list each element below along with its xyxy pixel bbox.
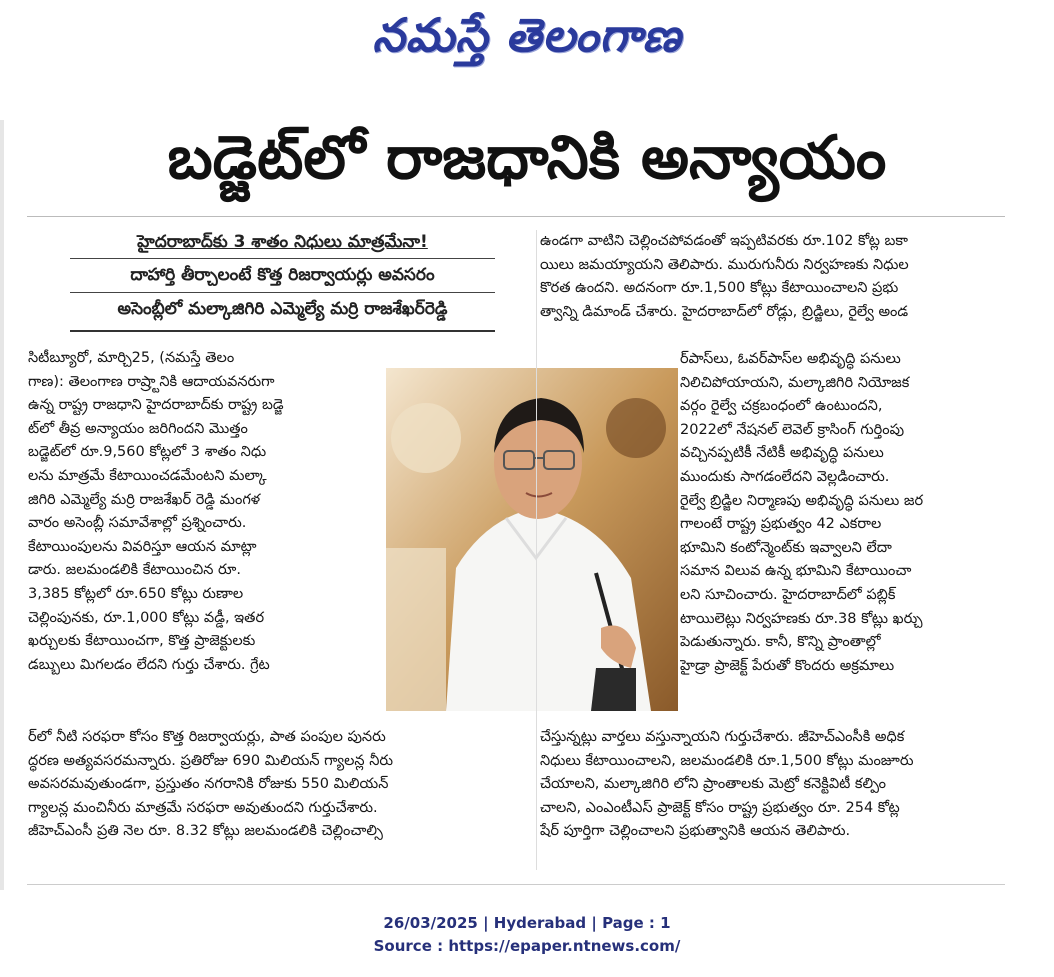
text-line: 2022లో నేషనల్ లెవెల్ క్రాసింగ్ గుర్తింపు — [680, 421, 905, 438]
text-line: లని సూచించారు. హైదరాబాద్‌లో పబ్లిక్ — [680, 586, 896, 603]
article-headline: బడ్జెట్‌లో రాజధానికి అన్యాయం — [167, 123, 887, 193]
photo-illustration — [386, 368, 678, 711]
text-line: సమాన విలువ ఉన్న భూమిని కేటాయించా — [680, 563, 912, 580]
text-line: గాలంటే రాష్ట్ర ప్రభుత్వం 42 ఎకరాల — [680, 516, 882, 533]
text-line: జీహెచ్‌ఎంసీ ప్రతి నెల రూ. 8.32 కోట్లు జలమండలికి చెల్లించాల్సి — [28, 823, 383, 840]
text-line: ముందుకు సాగడంలేదని వెల్లడించారు. — [680, 468, 890, 485]
text-line: ఉన్న రాష్ట్ర రాజధాని హైదరాబాద్‌కు రాష్ట్ర బడ్జె — [28, 397, 284, 414]
text-line: పెడుతున్నారు. కానీ, కొన్ని ప్రాంతాల్లో — [680, 634, 881, 651]
text-line: లను మాత్రమే కేటాయించడమేంటని మల్కా — [28, 467, 267, 484]
text-line: యిలు జమయ్యాయని తెలిపారు. మురుగునీరు నిర్వహణకు నిధుల — [540, 256, 909, 273]
text-line: గ్యాలన్ల మంచినీరు మాత్రమే సరఫరా అవుతుందని గుర్తుచేశారు. — [28, 799, 378, 816]
text-line: ర్‌లో నీటి సరఫరా కోసం కొత్త రిజర్వాయర్లు, పాత పంపుల పునరు — [28, 729, 386, 745]
text-line: కొరత ఉందని. అదనంగా రూ.1,500 కోట్లు కేటాయించాలని ప్రభు — [540, 280, 899, 297]
subheading-divider-3 — [70, 330, 495, 332]
text-line: వర్గం రైల్వే చక్రబంధంలో ఉంటుందని, — [680, 398, 883, 415]
subheading-3: అసెంబ్లీలో మల్కాజిగిరి ఎమ్మెల్యే మర్రి రాజశేఖర్‌రెడ్డి — [117, 299, 448, 319]
article-right-bottom — [540, 726, 1005, 844]
newspaper-masthead: నమస్తే తెలంగాణ — [372, 8, 682, 62]
text-line: వారం అసెంబ్లీ సమావేశాల్లో ప్రశ్నించారు. — [28, 515, 247, 532]
footer-source-link[interactable]: Source : https://epaper.ntnews.com/ — [373, 937, 681, 955]
text-line: జిగిరి ఎమ్మెల్యే మర్రి రాజశేఖర్ రెడ్డి మంగళ — [28, 491, 261, 508]
text-line: ఉండగా వాటిని చెల్లించపోవడంతో ఇప్పటివరకు రూ.102 కోట్ల బకా — [540, 233, 908, 249]
subheading-divider-1 — [70, 258, 495, 259]
article-right-top — [540, 230, 1005, 324]
text-line: త్వాన్ని డిమాండ్ చేశారు. హైదరాబాద్‌లో రోడ్లు, బ్రిడ్జిలు, రైల్వే అండ — [540, 303, 909, 320]
text-line: చాలని, ఎంఎంటీఎస్ ప్రాజెక్ట్ కోసం రాష్ట్ర ప్రభుత్వం రూ. 254 కోట్ల — [540, 799, 900, 816]
text-line: డబ్బులు మిగలడం లేదని గుర్తు చేశారు. గ్రేట — [28, 656, 270, 673]
column-divider — [536, 230, 537, 870]
footer-divider — [27, 884, 1005, 885]
text-line: నిధులు కేటాయించాలని, జలమండలికి రూ.1,500 కోట్లు మంజూరు — [540, 752, 914, 769]
text-line: చేస్తున్నట్లు వార్తలు వస్తున్నాయని గుర్తుచేశారు. జీహెచ్‌ఎంసీకి అధిక — [540, 729, 905, 745]
text-line: ర్‌పాస్‌లు, ఓవర్‌పాస్‌ల అభివృద్ధి పనులు — [680, 351, 901, 367]
text-line: ఖర్చులకు కేటాయించగా, కొత్త ప్రాజెక్టులకు — [28, 633, 256, 650]
text-line: అవసరమవుతుండగా, ప్రస్తుతం నగరానికి రోజుకు 550 మిలియన్ — [28, 776, 389, 793]
article-right-middle — [680, 348, 1005, 678]
text-line: నిలిచిపోయాయని, మల్కాజిగిరి నియోజక — [680, 374, 910, 391]
subheading-2: దాహార్తి తీర్చాలంటే కొత్త రిజర్వాయర్లు అవసరం — [130, 265, 435, 285]
text-line: గాణ): తెలంగాణ రాష్ర్టానికి ఆదాయవనరుగా — [28, 373, 275, 390]
headline-divider — [27, 216, 1005, 217]
text-line: సిటీబ్యూరో, మార్చి25, (నమస్తే తెలం — [28, 350, 235, 366]
text-line: బడ్జెట్‌లో రూ.9,560 కోట్లలో 3 శాతం నిధు — [28, 444, 267, 461]
text-line: ద్ధరణ అత్యవసరమన్నారు. ప్రతిరోజు 690 మిలియన్ గ్యాలన్ల నీరు — [28, 752, 393, 769]
article-left-column — [28, 347, 380, 677]
text-line: చెల్లింపునకు, రూ.1,000 కోట్లు వడ్డీ, ఇతర — [28, 609, 265, 626]
text-line: షేర్ పూర్తిగా చెల్లించాలని ప్రభుత్వానికి ఆయన తెలిపారు. — [540, 823, 851, 840]
page-edge — [0, 120, 4, 890]
text-line: కేటాయింపులను వివరిస్తూ ఆయన మాట్లా — [28, 538, 257, 555]
text-line: భూమిని కంటోన్మెంట్‌కు ఇవ్వాలని లేదా — [680, 539, 892, 556]
text-line: 3,385 కోట్లలో రూ.650 కోట్లు రుణాల — [28, 585, 244, 602]
mla-photo — [386, 368, 678, 711]
text-line: డారు. జలమండలికి కేటాయించిన రూ. — [28, 562, 241, 579]
text-line: చేయాలని, మల్కాజిగిరి లోని ప్రాంతాలకు మెట్రో కనెక్టివిటీ కల్పిం — [540, 776, 887, 793]
subheading-divider-2 — [70, 292, 495, 293]
text-line: హైడ్రా ప్రాజెక్ట్ పేరుతో కొందరు అక్రమాలు — [680, 657, 895, 674]
text-line: టాయిలెట్లు నిర్వహణకు రూ.38 కోట్లు ఖర్చు — [680, 610, 923, 627]
text-line: రైల్వే బ్రిడ్జిల నిర్మాణపు అభివృద్ధి పనులు జర — [680, 492, 924, 509]
footer-date-edition: 26/03/2025 | Hyderabad | Page : 1 — [383, 914, 671, 932]
article-bottom-left — [28, 726, 534, 844]
subheading-1: హైదరాబాద్‌కు 3 శాతం నిధులు మాత్రమేనా! — [137, 232, 428, 252]
text-line: వచ్చినప్పటికీ నేటికీ అభివృద్ధి పనులు — [680, 445, 884, 462]
text-line: ట్‌లో తీవ్ర అన్యాయం జరిగిందని మొత్తం — [28, 420, 248, 437]
